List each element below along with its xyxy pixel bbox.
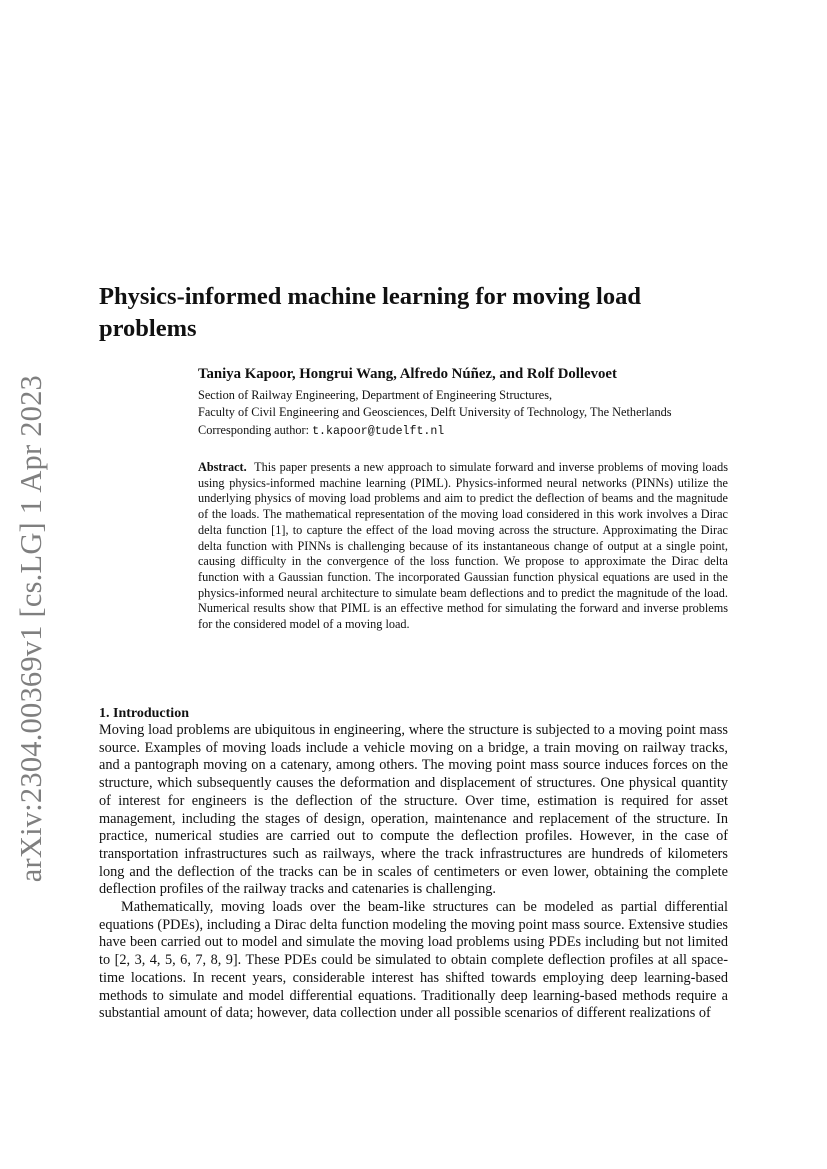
author-list: Taniya Kapoor, Hongrui Wang, Alfredo Núñez, and Rolf Dollevoet xyxy=(198,366,617,382)
corresponding-author-label: Corresponding author: xyxy=(198,423,313,437)
introduction-paragraph-1: Moving load problems are ubiquitous in engineering, where the structure is subjected to a moving point mass source. Examples of moving loads include a vehicle moving on a bridge, a train moving on railway tracks, and a pantograph moving on a catenary, among others. The moving point mass source induces forces on the structure, which subsequently causes the deformation and displacement of structures. One physical quantity of interest for engineers is the deflection of the structure. Over time, estimation is required for asset management, including the stages of design, operation, maintenance and replacement of the structure. In practice, numerical studies are carried out to compute the deflection profiles. However, in the case of transportation infrastructures such as railways, where the track infrastructures are hundreds of kilometers long and the deflection of the tracks can be in scales of centimeters or even lower, obtaining the complete deflection profiles of the railway tracks and catenaries is challenging. xyxy=(99,722,728,898)
corresponding-author-email: t.kapoor@tudelft.nl xyxy=(312,425,445,438)
introduction-body xyxy=(99,722,728,1023)
arxiv-identifier-sidebar: arXiv:2304.00369v1 [cs.LG] 1 Apr 2023 xyxy=(14,375,48,883)
abstract xyxy=(198,460,728,633)
abstract-label: Abstract. xyxy=(198,460,247,474)
section-heading-introduction: 1. Introduction xyxy=(99,706,189,721)
abstract-text: This paper presents a new approach to simulate forward and inverse problems of moving loads using physics-informed machine learning (PIML). Physics-informed neural networks (PINNs) utilize the underlying physics of moving load problems and aim to predict the deflection of beams and the magnitude of the loads. The mathematical representation of the moving load considered in this work involves a Dirac delta function [1], to capture the effect of the load moving across the structure. Approximating the Dirac delta function with PINNs is challenging because of its instantaneous change of output at a single point, causing difficulty in the convergence of the loss function. We propose to approximate the Dirac delta function with a Gaussian function. The incorporated Gaussian function physical equations are used in the physics-informed neural architecture to simulate beam deflections and to predict the magnitude of the load. Numerical results show that PIML is an effective method for simulating the forward and inverse problems for the considered model of a moving load. xyxy=(198,460,729,632)
introduction-paragraph-2: Mathematically, moving loads over the beam-like structures can be modeled as partial differential equations (PDEs), including a Dirac delta function modeling the moving point mass source. Extensive studies have been carried out to model and simulate the moving load problems using PDEs including but not limited to [2, 3, 4, 5, 6, 7, 8, 9]. These PDEs could be simulated to obtain complete deflection profiles at all space-time locations. In recent years, considerable interest has shifted towards employing deep learning-based methods to simulate and model differential equations. Traditionally deep learning-based methods require a substantial amount of data; however, data collection under all possible scenarios of different realizations of xyxy=(99,899,728,1022)
corresponding-author xyxy=(198,423,444,438)
affiliation-line-2: Faculty of Civil Engineering and Geosciences, Delft University of Technology, The Netherlands xyxy=(198,404,672,419)
affiliation xyxy=(198,387,738,420)
affiliation-line-1: Section of Railway Engineering, Department of Engineering Structures, xyxy=(198,388,553,402)
paper-title: Physics-informed machine learning for moving load problems xyxy=(99,283,641,342)
